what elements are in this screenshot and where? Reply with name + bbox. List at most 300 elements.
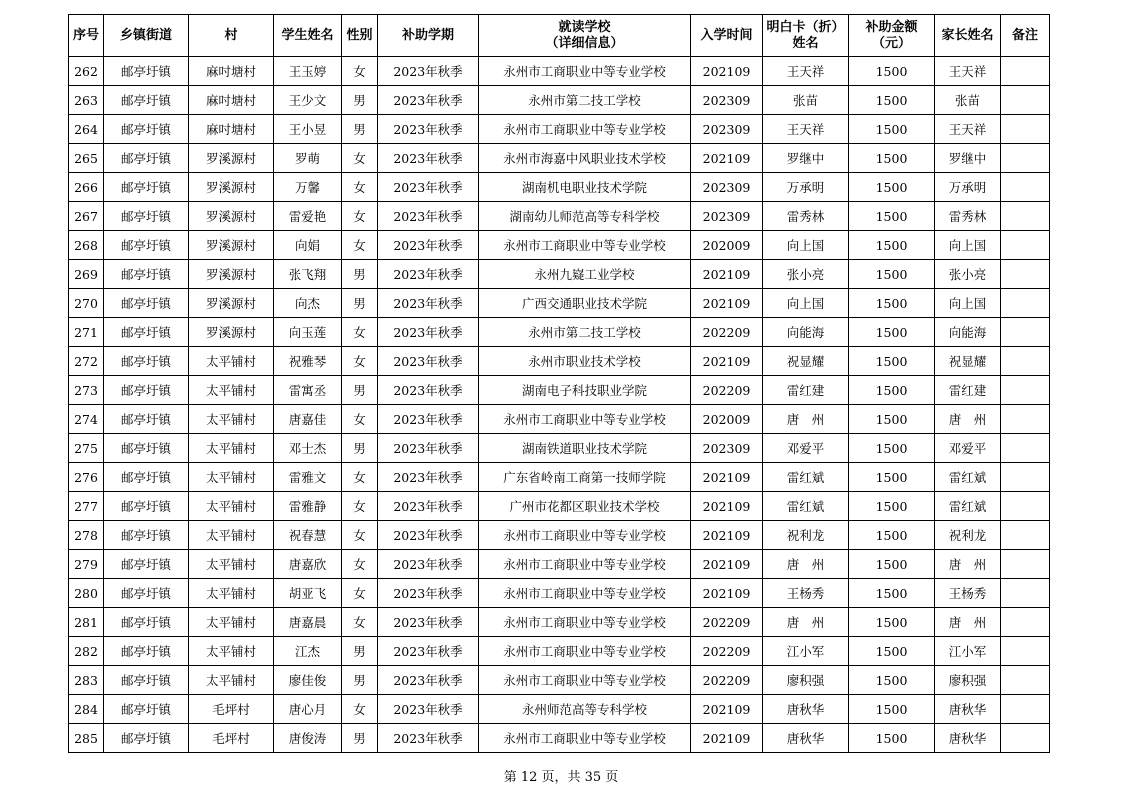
- table-cell: 邮亭圩镇: [104, 260, 189, 289]
- table-cell: 202109: [691, 492, 763, 521]
- table-cell: 202309: [691, 434, 763, 463]
- table-cell: 永州市第二技工学校: [479, 318, 691, 347]
- table-cell: 279: [69, 550, 104, 579]
- table-cell: 268: [69, 231, 104, 260]
- table-cell: 女: [342, 173, 378, 202]
- table-row: [69, 289, 1050, 318]
- table-cell: 唐俊涛: [274, 724, 342, 753]
- column-header: 备注: [1001, 15, 1050, 57]
- table-cell: 廖积强: [935, 666, 1001, 695]
- table-cell: [1001, 724, 1050, 753]
- table-cell: 275: [69, 434, 104, 463]
- table-cell: 罗溪源村: [189, 289, 274, 318]
- table-cell: 202209: [691, 637, 763, 666]
- table-cell: 太平铺村: [189, 463, 274, 492]
- table-cell: 张飞翔: [274, 260, 342, 289]
- table-cell: 女: [342, 347, 378, 376]
- table-cell: 太平铺村: [189, 434, 274, 463]
- table-cell: 永州市工商职业中等专业学校: [479, 579, 691, 608]
- column-header: 明白卡（折） 姓名: [763, 15, 849, 57]
- table-cell: 1500: [849, 202, 935, 231]
- table-cell: 女: [342, 492, 378, 521]
- table-cell: 202109: [691, 260, 763, 289]
- table-cell: 永州市工商职业中等专业学校: [479, 666, 691, 695]
- table-cell: [1001, 144, 1050, 173]
- column-header: 序号: [69, 15, 104, 57]
- table-cell: 男: [342, 86, 378, 115]
- table-cell: 雷红斌: [763, 463, 849, 492]
- table-cell: 唐秋华: [935, 724, 1001, 753]
- table-cell: 唐秋华: [763, 695, 849, 724]
- table-cell: 202309: [691, 173, 763, 202]
- table-cell: [1001, 173, 1050, 202]
- table-cell: 王天祥: [935, 57, 1001, 86]
- table-cell: 262: [69, 57, 104, 86]
- column-header: 家长姓名: [935, 15, 1001, 57]
- table-cell: 女: [342, 521, 378, 550]
- table-cell: 麻吋塘村: [189, 57, 274, 86]
- table-cell: 向杰: [274, 289, 342, 318]
- table-cell: 1500: [849, 318, 935, 347]
- table-cell: 永州市工商职业中等专业学校: [479, 57, 691, 86]
- table-cell: 2023年秋季: [378, 579, 479, 608]
- table-cell: 2023年秋季: [378, 347, 479, 376]
- table-cell: 女: [342, 318, 378, 347]
- table-cell: [1001, 608, 1050, 637]
- table-cell: 向上国: [763, 289, 849, 318]
- table-cell: 271: [69, 318, 104, 347]
- table-cell: [1001, 695, 1050, 724]
- table-cell: 胡亚飞: [274, 579, 342, 608]
- table-cell: 唐 州: [763, 608, 849, 637]
- table-cell: 274: [69, 405, 104, 434]
- table-cell: 永州九嶷工业学校: [479, 260, 691, 289]
- table-cell: 祝显耀: [763, 347, 849, 376]
- table-cell: 1500: [849, 405, 935, 434]
- table-cell: 王少文: [274, 86, 342, 115]
- table-cell: 1500: [849, 260, 935, 289]
- table-cell: [1001, 492, 1050, 521]
- table-cell: 永州市工商职业中等专业学校: [479, 550, 691, 579]
- table-cell: 万承明: [935, 173, 1001, 202]
- table-cell: [1001, 666, 1050, 695]
- table-cell: 雷秀林: [935, 202, 1001, 231]
- table-cell: 1500: [849, 289, 935, 318]
- table-cell: 祝利龙: [763, 521, 849, 550]
- table-cell: 女: [342, 231, 378, 260]
- table-cell: 277: [69, 492, 104, 521]
- table-cell: 1500: [849, 144, 935, 173]
- table-row: [69, 492, 1050, 521]
- table-cell: 太平铺村: [189, 608, 274, 637]
- table-cell: 雷红建: [763, 376, 849, 405]
- table-row: [69, 86, 1050, 115]
- table-cell: 1500: [849, 550, 935, 579]
- table-cell: 2023年秋季: [378, 521, 479, 550]
- table-cell: 202109: [691, 724, 763, 753]
- table-cell: 1500: [849, 608, 935, 637]
- table-cell: 2023年秋季: [378, 202, 479, 231]
- table-cell: [1001, 405, 1050, 434]
- table-row: [69, 173, 1050, 202]
- table-cell: 罗溪源村: [189, 173, 274, 202]
- table-cell: 太平铺村: [189, 579, 274, 608]
- table-cell: 邮亭圩镇: [104, 405, 189, 434]
- table-cell: 湖南铁道职业技术学院: [479, 434, 691, 463]
- table-cell: 广东省岭南工商第一技师学院: [479, 463, 691, 492]
- table-cell: [1001, 434, 1050, 463]
- table-cell: 邮亭圩镇: [104, 347, 189, 376]
- table-cell: 2023年秋季: [378, 492, 479, 521]
- table-cell: 太平铺村: [189, 550, 274, 579]
- table-row: [69, 666, 1050, 695]
- table-cell: 永州市工商职业中等专业学校: [479, 405, 691, 434]
- table-cell: 264: [69, 115, 104, 144]
- table-cell: 202109: [691, 463, 763, 492]
- table-cell: 唐秋华: [935, 695, 1001, 724]
- table-cell: 湖南机电职业技术学院: [479, 173, 691, 202]
- table-cell: 唐秋华: [763, 724, 849, 753]
- table-cell: 1500: [849, 492, 935, 521]
- table-cell: 雷雅文: [274, 463, 342, 492]
- table-cell: 太平铺村: [189, 637, 274, 666]
- table-cell: 女: [342, 57, 378, 86]
- table-cell: 202309: [691, 86, 763, 115]
- table-row: [69, 115, 1050, 144]
- table-cell: 266: [69, 173, 104, 202]
- table-cell: 2023年秋季: [378, 695, 479, 724]
- table-cell: 雷爱艳: [274, 202, 342, 231]
- table-cell: 1500: [849, 463, 935, 492]
- table-cell: 王杨秀: [935, 579, 1001, 608]
- table-cell: 江杰: [274, 637, 342, 666]
- table-cell: 285: [69, 724, 104, 753]
- table-cell: 272: [69, 347, 104, 376]
- table-cell: 1500: [849, 579, 935, 608]
- table-row: [69, 231, 1050, 260]
- table-cell: 向能海: [763, 318, 849, 347]
- table-cell: 毛坪村: [189, 724, 274, 753]
- table-cell: 邮亭圩镇: [104, 579, 189, 608]
- table-cell: 唐嘉晨: [274, 608, 342, 637]
- table-cell: 280: [69, 579, 104, 608]
- table-row: [69, 318, 1050, 347]
- table-cell: 向玉莲: [274, 318, 342, 347]
- table-cell: 唐嘉佳: [274, 405, 342, 434]
- table-cell: 男: [342, 434, 378, 463]
- table-cell: 永州市工商职业中等专业学校: [479, 521, 691, 550]
- table-cell: 1500: [849, 434, 935, 463]
- table-cell: 男: [342, 260, 378, 289]
- table-header-row: [69, 15, 1050, 57]
- table-cell: 太平铺村: [189, 666, 274, 695]
- table-cell: [1001, 579, 1050, 608]
- table-cell: 湖南电子科技职业学院: [479, 376, 691, 405]
- table-cell: 男: [342, 289, 378, 318]
- table-cell: 202009: [691, 405, 763, 434]
- table-cell: [1001, 463, 1050, 492]
- table-cell: 男: [342, 115, 378, 144]
- table-cell: [1001, 86, 1050, 115]
- table-cell: 唐嘉欣: [274, 550, 342, 579]
- table-cell: 太平铺村: [189, 492, 274, 521]
- column-header: 性别: [342, 15, 378, 57]
- table-cell: [1001, 202, 1050, 231]
- table-cell: 祝春慧: [274, 521, 342, 550]
- table-cell: 2023年秋季: [378, 144, 479, 173]
- table-row: [69, 637, 1050, 666]
- table-cell: 邮亭圩镇: [104, 695, 189, 724]
- table-cell: 万馨: [274, 173, 342, 202]
- table-row: [69, 144, 1050, 173]
- table-cell: 永州市工商职业中等专业学校: [479, 231, 691, 260]
- table-cell: 202109: [691, 550, 763, 579]
- table-row: [69, 608, 1050, 637]
- table-cell: 邮亭圩镇: [104, 289, 189, 318]
- table-cell: 2023年秋季: [378, 434, 479, 463]
- table-cell: 罗继中: [935, 144, 1001, 173]
- table-cell: 202209: [691, 376, 763, 405]
- table-cell: 邮亭圩镇: [104, 57, 189, 86]
- table-cell: [1001, 57, 1050, 86]
- table-cell: 罗继中: [763, 144, 849, 173]
- table-cell: 2023年秋季: [378, 289, 479, 318]
- table-cell: 祝雅琴: [274, 347, 342, 376]
- table-row: [69, 463, 1050, 492]
- table-cell: 唐 州: [935, 550, 1001, 579]
- table-cell: 202109: [691, 579, 763, 608]
- table-cell: 祝利龙: [935, 521, 1001, 550]
- table-cell: 永州市工商职业中等专业学校: [479, 724, 691, 753]
- table-cell: 276: [69, 463, 104, 492]
- table-cell: 雷秀林: [763, 202, 849, 231]
- table-cell: 282: [69, 637, 104, 666]
- table-cell: 邮亭圩镇: [104, 144, 189, 173]
- table-cell: 女: [342, 579, 378, 608]
- table-cell: 202209: [691, 666, 763, 695]
- table-cell: [1001, 115, 1050, 144]
- table-cell: 2023年秋季: [378, 724, 479, 753]
- table-cell: 284: [69, 695, 104, 724]
- table-cell: 广州市花都区职业技术学校: [479, 492, 691, 521]
- table-row: [69, 57, 1050, 86]
- table-cell: 雷红斌: [935, 463, 1001, 492]
- table-cell: 江小军: [763, 637, 849, 666]
- table-cell: 张苗: [763, 86, 849, 115]
- table-cell: 202209: [691, 318, 763, 347]
- table-cell: 张苗: [935, 86, 1001, 115]
- table-cell: [1001, 637, 1050, 666]
- table-cell: 1500: [849, 86, 935, 115]
- table-cell: 邮亭圩镇: [104, 608, 189, 637]
- table-cell: 1500: [849, 666, 935, 695]
- table-cell: 女: [342, 550, 378, 579]
- table-cell: 邮亭圩镇: [104, 376, 189, 405]
- table-cell: 邮亭圩镇: [104, 202, 189, 231]
- table-cell: 万承明: [763, 173, 849, 202]
- table-cell: 2023年秋季: [378, 405, 479, 434]
- table-row: [69, 347, 1050, 376]
- table-cell: 2023年秋季: [378, 115, 479, 144]
- table-cell: 永州师范高等专科学校: [479, 695, 691, 724]
- table-row: [69, 695, 1050, 724]
- table-row: [69, 579, 1050, 608]
- table-cell: 269: [69, 260, 104, 289]
- table-cell: 1500: [849, 57, 935, 86]
- column-header: 乡镇街道: [104, 15, 189, 57]
- table-cell: 唐 州: [763, 550, 849, 579]
- table-cell: 唐 州: [763, 405, 849, 434]
- table-cell: 雷寓丞: [274, 376, 342, 405]
- table-cell: 太平铺村: [189, 376, 274, 405]
- table-cell: 唐 州: [935, 608, 1001, 637]
- table-cell: 1500: [849, 115, 935, 144]
- table-cell: 202109: [691, 695, 763, 724]
- table-cell: 邮亭圩镇: [104, 550, 189, 579]
- table-cell: 邮亭圩镇: [104, 637, 189, 666]
- column-header: 入学时间: [691, 15, 763, 57]
- table-cell: 唐 州: [935, 405, 1001, 434]
- table-cell: 毛坪村: [189, 695, 274, 724]
- table-row: [69, 376, 1050, 405]
- table-cell: 邮亭圩镇: [104, 86, 189, 115]
- table-cell: 麻吋塘村: [189, 86, 274, 115]
- table-cell: 1500: [849, 231, 935, 260]
- table-cell: 邓爱平: [763, 434, 849, 463]
- table-cell: 邮亭圩镇: [104, 318, 189, 347]
- table-cell: 2023年秋季: [378, 173, 479, 202]
- table-row: [69, 521, 1050, 550]
- table-cell: [1001, 550, 1050, 579]
- table-cell: 2023年秋季: [378, 57, 479, 86]
- table-cell: 永州市工商职业中等专业学校: [479, 608, 691, 637]
- table-cell: 麻吋塘村: [189, 115, 274, 144]
- table-cell: 281: [69, 608, 104, 637]
- table-cell: 邓爱平: [935, 434, 1001, 463]
- table-cell: [1001, 260, 1050, 289]
- table-cell: 廖佳俊: [274, 666, 342, 695]
- table-cell: 2023年秋季: [378, 637, 479, 666]
- table-cell: 向娟: [274, 231, 342, 260]
- table-cell: 1500: [849, 347, 935, 376]
- table-cell: 唐心月: [274, 695, 342, 724]
- table-cell: 202109: [691, 289, 763, 318]
- table-cell: 267: [69, 202, 104, 231]
- table-cell: 邮亭圩镇: [104, 463, 189, 492]
- table-cell: 2023年秋季: [378, 666, 479, 695]
- table-cell: [1001, 521, 1050, 550]
- table-cell: 邓士杰: [274, 434, 342, 463]
- column-header: 学生姓名: [274, 15, 342, 57]
- table-cell: 永州市第二技工学校: [479, 86, 691, 115]
- table-cell: 202009: [691, 231, 763, 260]
- table-cell: 1500: [849, 637, 935, 666]
- table-cell: 2023年秋季: [378, 463, 479, 492]
- table-cell: 263: [69, 86, 104, 115]
- table-cell: 罗溪源村: [189, 260, 274, 289]
- table-cell: 202309: [691, 202, 763, 231]
- table-cell: [1001, 376, 1050, 405]
- table-cell: 1500: [849, 173, 935, 202]
- table-cell: 王天祥: [763, 115, 849, 144]
- table-cell: 202309: [691, 115, 763, 144]
- table-cell: 向能海: [935, 318, 1001, 347]
- table-cell: 男: [342, 637, 378, 666]
- table-cell: 邮亭圩镇: [104, 521, 189, 550]
- table-cell: 邮亭圩镇: [104, 492, 189, 521]
- table-cell: 265: [69, 144, 104, 173]
- table-cell: 283: [69, 666, 104, 695]
- table-cell: 永州市工商职业中等专业学校: [479, 637, 691, 666]
- table-cell: 1500: [849, 724, 935, 753]
- table-cell: [1001, 347, 1050, 376]
- table-cell: [1001, 231, 1050, 260]
- table-cell: 罗萌: [274, 144, 342, 173]
- table-cell: 女: [342, 144, 378, 173]
- table-cell: 2023年秋季: [378, 260, 479, 289]
- table-row: [69, 724, 1050, 753]
- table-cell: 邮亭圩镇: [104, 231, 189, 260]
- table-cell: 邮亭圩镇: [104, 173, 189, 202]
- table-cell: 1500: [849, 521, 935, 550]
- subsidy-table: [68, 14, 1050, 753]
- table-cell: 王小昱: [274, 115, 342, 144]
- table-cell: 2023年秋季: [378, 86, 479, 115]
- table-cell: 202209: [691, 608, 763, 637]
- table-cell: 廖积强: [763, 666, 849, 695]
- table-cell: 男: [342, 666, 378, 695]
- table-cell: 202109: [691, 521, 763, 550]
- table-cell: 张小亮: [935, 260, 1001, 289]
- table-cell: 罗溪源村: [189, 144, 274, 173]
- table-cell: 1500: [849, 695, 935, 724]
- table-row: [69, 260, 1050, 289]
- table-cell: 女: [342, 695, 378, 724]
- table-row: [69, 550, 1050, 579]
- table-cell: 女: [342, 463, 378, 492]
- table-cell: 女: [342, 608, 378, 637]
- table-cell: 王玉婷: [274, 57, 342, 86]
- table-cell: 张小亮: [763, 260, 849, 289]
- table-cell: 女: [342, 405, 378, 434]
- table-row: [69, 434, 1050, 463]
- table-cell: 向上国: [935, 289, 1001, 318]
- table-cell: [1001, 289, 1050, 318]
- table-cell: 2023年秋季: [378, 550, 479, 579]
- table-cell: 邮亭圩镇: [104, 115, 189, 144]
- table-cell: 江小军: [935, 637, 1001, 666]
- table-cell: 雷红斌: [763, 492, 849, 521]
- table-cell: 王天祥: [763, 57, 849, 86]
- table-cell: 永州市职业技术学校: [479, 347, 691, 376]
- table-cell: 罗溪源村: [189, 318, 274, 347]
- table-cell: 向上国: [763, 231, 849, 260]
- table-cell: 男: [342, 724, 378, 753]
- column-header: 村: [189, 15, 274, 57]
- table-cell: 202109: [691, 347, 763, 376]
- table-cell: [1001, 318, 1050, 347]
- table-cell: 罗溪源村: [189, 231, 274, 260]
- table-cell: 太平铺村: [189, 347, 274, 376]
- table-cell: 女: [342, 202, 378, 231]
- table-cell: 202109: [691, 57, 763, 86]
- table-cell: 2023年秋季: [378, 231, 479, 260]
- table-row: [69, 405, 1050, 434]
- table-cell: 邮亭圩镇: [104, 724, 189, 753]
- table-body: [69, 57, 1050, 753]
- table-cell: 罗溪源村: [189, 202, 274, 231]
- page-footer: 第 12 页，共 35 页: [503, 770, 619, 785]
